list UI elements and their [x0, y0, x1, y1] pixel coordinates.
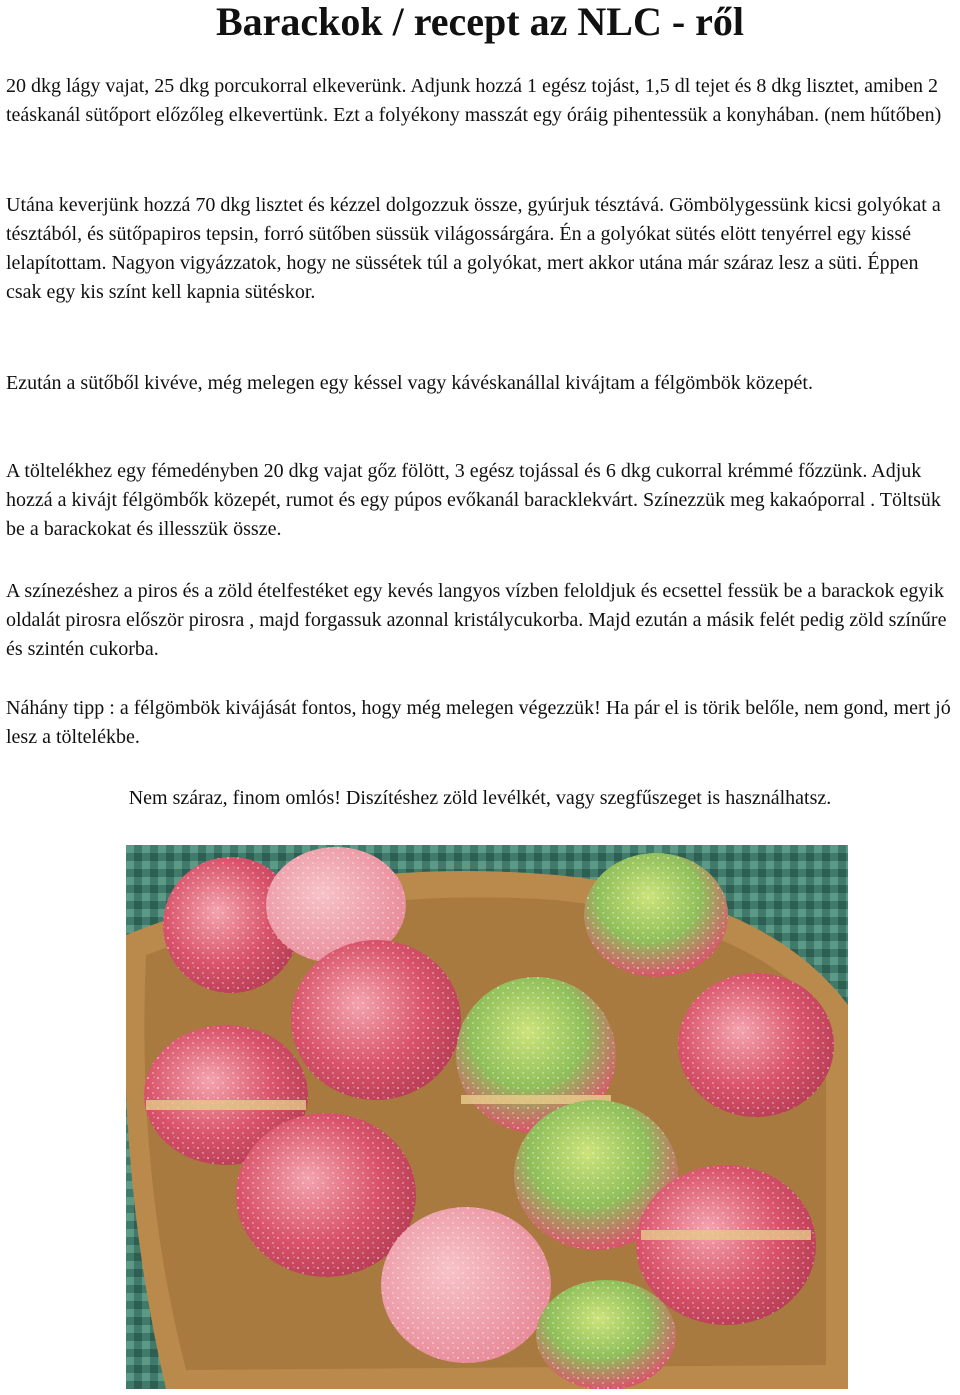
page-title: Barackok / recept az NLC - ről	[215, 0, 745, 44]
peach-cookie	[678, 973, 834, 1117]
paragraph-tips: Náhány tipp : a félgömbök kivájását fontos, hogy még melegen végezzük! Ha pár el is törik belőle, nem gond, mert jó lesz a töltelékbe.	[6, 697, 951, 748]
paragraph-kneading-baking: Utána keverjünk hozzá 70 dkg lisztet és kézzel dolgozzuk össze, gyúrjuk tésztává. Gömbölygessünk kicsi golyókat a tésztából, és sütőpapiros tepsin, forró sütőben süssük világossárgára. Én a golyókat sütés elött tenyérrel egy kissé lelapítottam. Nagyon vigyázzatok, hogy ne süssétek túl a golyókat, mert akkor utána már száraz lesz a süti. Éppen csak egy kis színt kell kapnia sütéskor.	[6, 194, 941, 303]
peach-cookie	[536, 1280, 676, 1389]
peach-cookie	[381, 1207, 551, 1363]
recipe-photo	[126, 845, 848, 1389]
peach-cookie	[291, 940, 461, 1100]
peach-cookies-illustration	[126, 845, 848, 1389]
paragraph-hollowing: Ezután a sütőből kivéve, még melegen egy késsel vagy kávéskanállal kivájtam a félgömbök közepét.	[6, 372, 813, 394]
paragraph-dough-mixing: 20 dkg lágy vajat, 25 dkg porcukorral elkeverünk. Adjunk hozzá 1 egész tojást, 1,5 dl tejet és 8 dkg lisztet, amiben 2 teáskanál sütőport előzőleg elkevertünk. Ezt a folyékony masszát egy óráig pihentessük a konyhában. (nem hűtőben)	[6, 75, 942, 126]
paragraph-filling: A töltelékhez egy fémedényben 20 dkg vajat gőz fölött, 3 egész tojással és 6 dkg cukorral krémmé főzzünk. Adjuk hozzá a kivájt félgömbők közepét, rumot és egy púpos evőkanál baracklekvárt. Színezzük meg kakaóporral . Töltsük be a barackokat és illesszük össze.	[6, 460, 941, 540]
paragraph-coloring: A színezéshez a piros és a zöld ételfestéket egy kevés langyos vízben feloldjuk és ecsettel fessük be a barackok egyik oldalát pirosra először pirosra , majd forgassuk azonnal kristálycukorba. Majd ezután a másik felét pedig zöld színűre és szintén cukorba.	[6, 580, 947, 660]
peach-cookie	[584, 853, 728, 977]
peach-cookie	[636, 1165, 816, 1325]
paragraph-closing: Nem száraz, finom omlós! Diszítéshez zöld levélkét, vagy szegfűszeget is használhatsz.	[128, 787, 832, 809]
